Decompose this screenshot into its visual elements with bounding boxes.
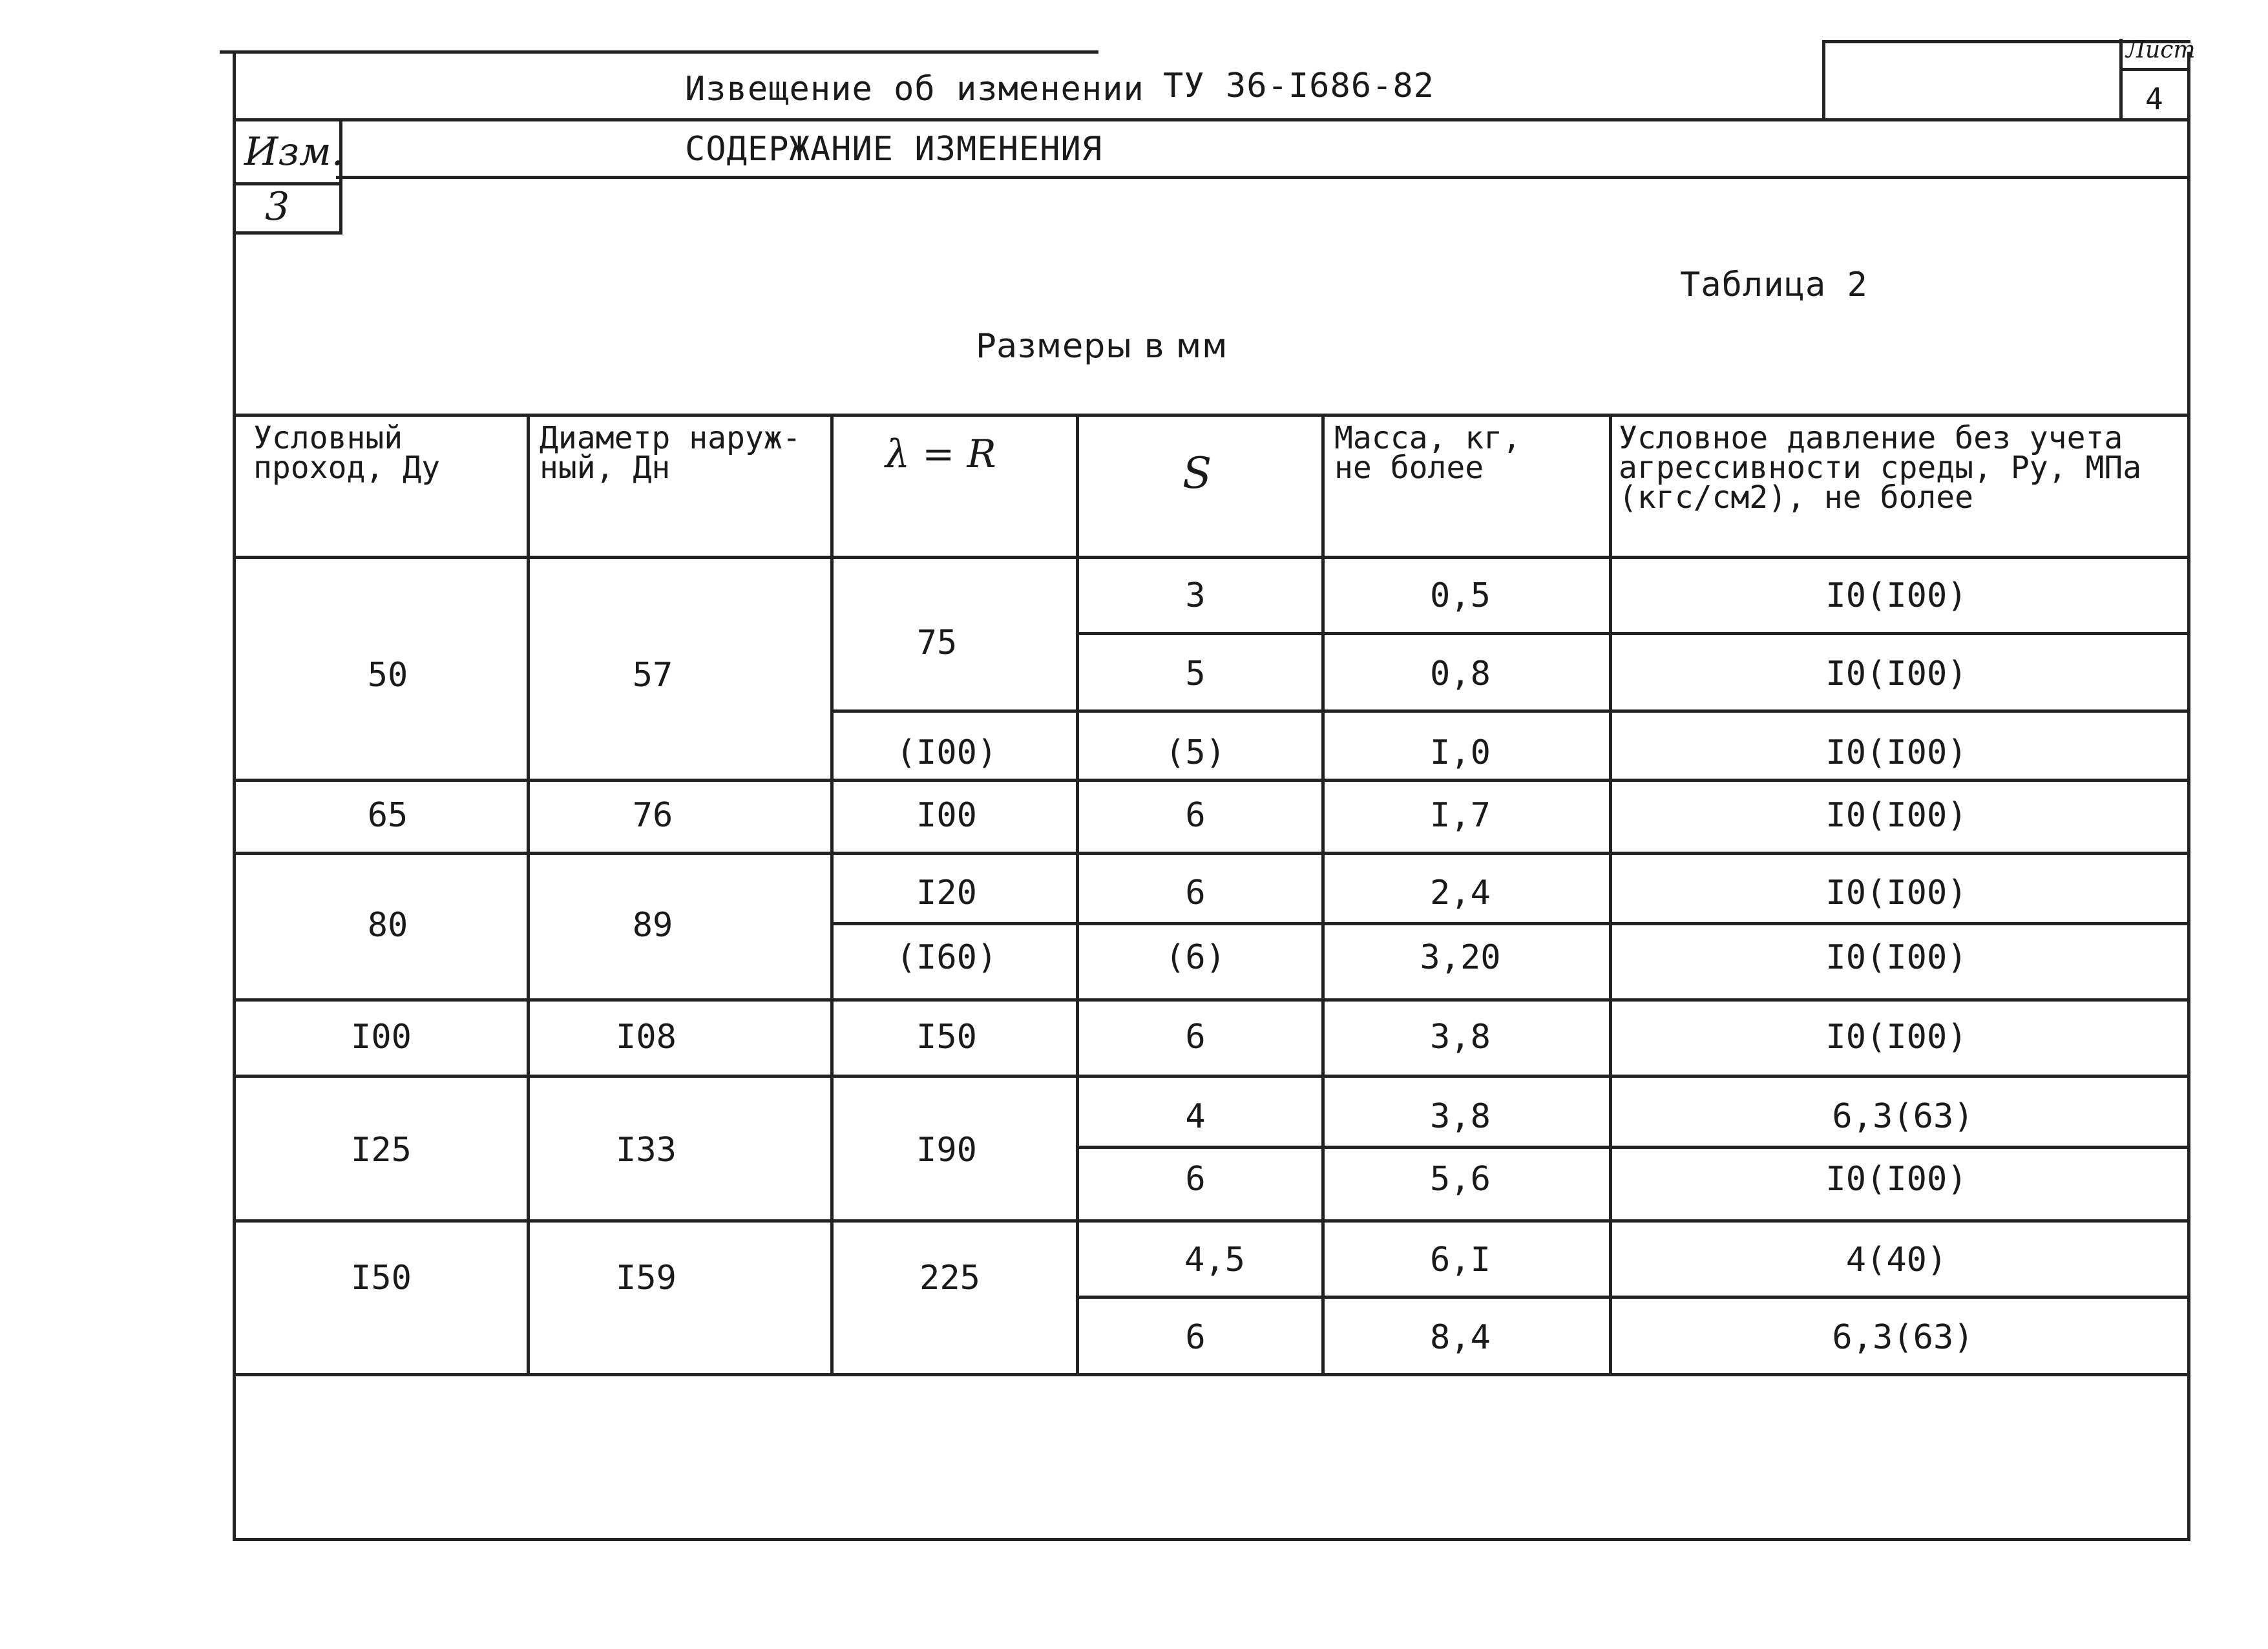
top-border <box>220 50 1098 54</box>
cell-p-r1: I0(I00) <box>1825 576 1968 615</box>
units-note: Размеры в мм <box>976 327 1228 366</box>
cell-mass-r9: 5,6 <box>1430 1160 1491 1199</box>
cell-r-r6: (I60) <box>896 938 998 977</box>
cell-mass-r10: 6,I <box>1430 1241 1491 1279</box>
cell-du-65: 65 <box>367 796 408 835</box>
cell-mass-r1: 0,5 <box>1430 576 1491 615</box>
group-rule-50 <box>233 779 2190 782</box>
subrow-rule-125 <box>1076 1146 2190 1149</box>
col-line-1 <box>527 414 530 1373</box>
cell-r-r4: I00 <box>916 796 977 835</box>
cell-s-r9: 6 <box>1185 1160 1206 1199</box>
col-header-dn: Диаметр наруж- ный, Дн <box>540 420 801 486</box>
cell-du-80: 80 <box>367 906 408 945</box>
subrow-rule-150 <box>1076 1296 2190 1299</box>
subrow-rule-50a <box>1076 632 2190 635</box>
cell-dn-89: 89 <box>632 906 673 945</box>
content-title-rule <box>336 176 2190 179</box>
col-header-mass: Масса, кг, не более <box>1334 420 1521 486</box>
cell-mass-r6: 3,20 <box>1420 938 1501 977</box>
cell-p-r10: 4(40) <box>1845 1241 1948 1279</box>
change-box-bottom <box>233 231 342 235</box>
cell-s-r10: 4,5 <box>1184 1241 1245 1279</box>
cell-mass-r4: I,7 <box>1430 796 1491 835</box>
cell-p-r7: I0(I00) <box>1825 1018 1968 1056</box>
cell-r-75: 75 <box>916 624 958 662</box>
group-rule-80 <box>233 998 2190 1002</box>
col-header-s: S <box>1182 448 1212 498</box>
subrow-rule-80 <box>830 922 2190 925</box>
cell-s-r2: 5 <box>1185 655 1206 693</box>
cell-dn-76: 76 <box>632 796 673 835</box>
cell-du-125: I25 <box>351 1131 412 1170</box>
group-rule-100 <box>233 1075 2190 1078</box>
cell-s-r3: (5) <box>1165 733 1226 772</box>
cell-mass-r7: 3,8 <box>1430 1018 1491 1056</box>
group-rule-125 <box>233 1219 2190 1223</box>
cell-r-r7: I50 <box>916 1018 977 1056</box>
col-line-4 <box>1321 414 1325 1373</box>
cell-p-r8: 6,3(63) <box>1832 1097 1974 1136</box>
cell-mass-r3: I,0 <box>1430 733 1491 772</box>
header-rule <box>233 118 2190 121</box>
sheet-label: Лист <box>2126 37 2196 63</box>
cell-s-r8: 4 <box>1185 1097 1206 1136</box>
cell-r-r10: 225 <box>919 1259 980 1297</box>
cell-r-r5: I20 <box>916 874 977 912</box>
col-header-pressure: Условное давление без учета агрессивности среды, Ру, МПа (кгс/см2), не более <box>1619 420 2142 516</box>
cell-p-r5: I0(I00) <box>1825 874 1968 912</box>
sheet-box-sub <box>2119 68 2190 71</box>
cell-dn-57: 57 <box>632 656 673 695</box>
cell-s-r11: 6 <box>1185 1318 1206 1357</box>
notice-title: Извещение об изменении <box>685 70 1144 109</box>
cell-r-r3: (I00) <box>896 733 998 772</box>
doc-code: ТУ 36-I686-82 <box>1163 67 1434 105</box>
col-header-r: λ = R <box>885 432 996 477</box>
cell-r-r8: I90 <box>916 1131 977 1170</box>
sheet-number: 4 <box>2145 81 2163 116</box>
sheet-box-left <box>1822 42 1825 118</box>
cell-mass-r2: 0,8 <box>1430 655 1491 693</box>
table-caption: Таблица 2 <box>1680 266 1868 304</box>
cell-mass-r8: 3,8 <box>1430 1097 1491 1136</box>
col-line-2 <box>830 414 834 1373</box>
cell-du-50: 50 <box>367 656 408 695</box>
cell-s-r7: 6 <box>1185 1018 1206 1056</box>
cell-dn-133: I33 <box>616 1131 677 1170</box>
cell-dn-159: I59 <box>616 1259 677 1297</box>
cell-p-r2: I0(I00) <box>1825 655 1968 693</box>
cell-p-r3: I0(I00) <box>1825 733 1968 772</box>
cell-du-100: I00 <box>351 1018 412 1056</box>
cell-du-150: I50 <box>351 1259 412 1297</box>
cell-p-r4: I0(I00) <box>1825 796 1968 835</box>
table-bottom-rule <box>233 1373 2190 1376</box>
subrow-rule-50b <box>830 709 2190 713</box>
content-title: СОДЕРЖАНИЕ ИЗМЕНЕНИЯ <box>685 130 1103 169</box>
group-rule-65 <box>233 852 2190 855</box>
change-number: 3 <box>265 184 290 229</box>
cell-p-r9: I0(I00) <box>1825 1160 1968 1199</box>
sheet-box-mid <box>2119 39 2123 118</box>
cell-s-r5: 6 <box>1185 874 1206 912</box>
col-header-du: Условный проход, Ду <box>253 420 440 486</box>
col-line-3 <box>1076 414 1079 1373</box>
cell-mass-r11: 8,4 <box>1430 1318 1491 1357</box>
cell-s-r4: 6 <box>1185 796 1206 835</box>
col-line-5 <box>1609 414 1612 1373</box>
cell-mass-r5: 2,4 <box>1430 874 1491 912</box>
cell-s-r1: 3 <box>1185 576 1206 615</box>
change-label: Изм. <box>244 129 344 174</box>
cell-p-r11: 6,3(63) <box>1832 1318 1974 1357</box>
cell-dn-108: I08 <box>616 1018 677 1056</box>
cell-p-r6: I0(I00) <box>1825 938 1968 977</box>
cell-s-r6: (6) <box>1165 938 1226 977</box>
